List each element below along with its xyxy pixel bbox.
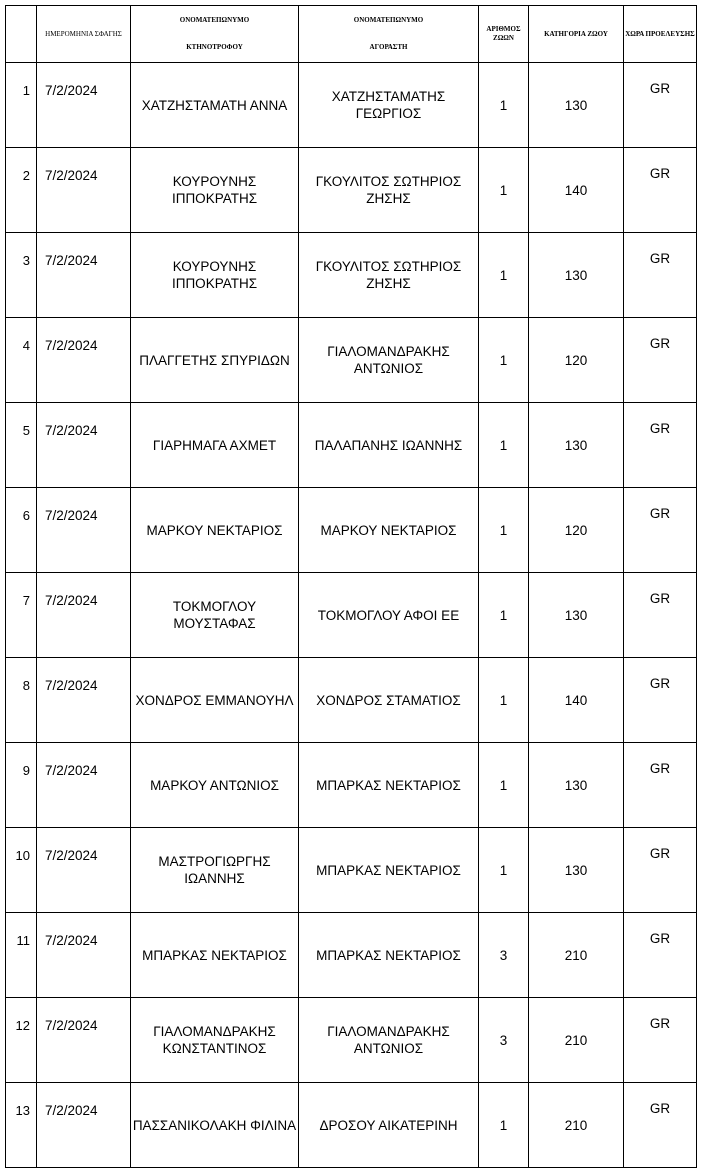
cell-date: 7/2/2024 [37,233,131,318]
cell-count: 1 [479,573,529,658]
cell-category: 140 [529,148,624,233]
header-count: ΑΡΙΘΜΟΣ ΖΩΩΝ [479,6,529,63]
cell-buyer: ΓΚΟΥΛΙΤΟΣ ΣΩΤΗΡΙΟΣ ΖΗΣΗΣ [299,148,479,233]
cell-farmer: ΓΙΑΛΟΜΑΝΔΡΑΚΗΣ ΚΩΝΣΤΑΝΤΙΝΟΣ [131,998,299,1083]
cell-date: 7/2/2024 [37,998,131,1083]
cell-farmer: ΓΙΑΡΗΜΑΓΑ ΑΧΜΕΤ [131,403,299,488]
cell-country: GR [624,318,697,403]
cell-date: 7/2/2024 [37,403,131,488]
table-row [6,1083,697,1168]
cell-country: GR [624,913,697,998]
cell-no: 7 [6,573,37,658]
cell-category: 210 [529,1083,624,1168]
cell-count: 3 [479,913,529,998]
cell-no: 13 [6,1083,37,1168]
cell-no: 1 [6,63,37,148]
cell-buyer: ΧΟΝΔΡΟΣ ΣΤΑΜΑΤΙΟΣ [299,658,479,743]
cell-category: 210 [529,913,624,998]
cell-count: 1 [479,403,529,488]
header-row [6,6,697,63]
cell-date: 7/2/2024 [37,743,131,828]
table-row [6,233,697,318]
cell-no: 2 [6,148,37,233]
cell-farmer: ΜΠΑΡΚΑΣ ΝΕΚΤΑΡΙΟΣ [131,913,299,998]
cell-farmer: ΤΟΚΜΟΓΛΟΥ ΜΟΥΣΤΑΦΑΣ [131,573,299,658]
cell-category: 130 [529,233,624,318]
cell-country: GR [624,573,697,658]
cell-country: GR [624,743,697,828]
cell-no: 12 [6,998,37,1083]
header-farmer [131,6,299,63]
cell-date: 7/2/2024 [37,573,131,658]
cell-country: GR [624,148,697,233]
cell-no: 3 [6,233,37,318]
cell-buyer: ΔΡΟΣΟΥ ΑΙΚΑΤΕΡΙΝΗ [299,1083,479,1168]
header-no [6,6,37,63]
cell-farmer: ΜΑΣΤΡΟΓΙΩΡΓΗΣ ΙΩΑΝΝΗΣ [131,828,299,913]
table-row [6,63,697,148]
cell-country: GR [624,488,697,573]
cell-no: 9 [6,743,37,828]
cell-buyer: ΧΑΤΖΗΣΤΑΜΑΤΗΣ ΓΕΩΡΓΙΟΣ [299,63,479,148]
cell-category: 130 [529,573,624,658]
cell-no: 8 [6,658,37,743]
table-row [6,403,697,488]
cell-date: 7/2/2024 [37,1083,131,1168]
cell-count: 1 [479,1083,529,1168]
cell-count: 1 [479,743,529,828]
cell-no: 11 [6,913,37,998]
cell-farmer: ΜΑΡΚΟΥ ΝΕΚΤΑΡΙΟΣ [131,488,299,573]
cell-count: 1 [479,488,529,573]
cell-farmer: ΧΑΤΖΗΣΤΑΜΑΤΗ ΑΝΝΑ [131,63,299,148]
cell-category: 130 [529,63,624,148]
cell-buyer: ΠΑΛΑΠΑΝΗΣ ΙΩΑΝΝΗΣ [299,403,479,488]
cell-date: 7/2/2024 [37,318,131,403]
table-row [6,998,697,1083]
cell-buyer: ΜΠΑΡΚΑΣ ΝΕΚΤΑΡΙΟΣ [299,913,479,998]
cell-count: 1 [479,148,529,233]
cell-count: 1 [479,658,529,743]
table-row [6,573,697,658]
header-buyer-top: ΟΝΟΜΑΤΕΠΩΝΥΜΟ [353,16,424,24]
cell-buyer: ΓΙΑΛΟΜΑΝΔΡΑΚΗΣ ΑΝΤΩΝΙΟΣ [299,318,479,403]
cell-country: GR [624,828,697,913]
cell-country: GR [624,233,697,318]
cell-date: 7/2/2024 [37,828,131,913]
slaughter-records-table [5,5,697,1168]
table-row [6,658,697,743]
header-farmer-bottom: ΚΤΗΝΟΤΡΟΦΟΥ [186,43,243,51]
cell-category: 130 [529,743,624,828]
cell-country: GR [624,63,697,148]
cell-category: 130 [529,403,624,488]
cell-country: GR [624,1083,697,1168]
cell-count: 1 [479,63,529,148]
cell-count: 3 [479,998,529,1083]
cell-date: 7/2/2024 [37,488,131,573]
cell-farmer: ΠΛΑΓΓΕΤΗΣ ΣΠΥΡΙΔΩΝ [131,318,299,403]
table-row [6,148,697,233]
cell-date: 7/2/2024 [37,658,131,743]
header-country: ΧΩΡΑ ΠΡΟΕΛΕΥΣΗΣ [624,6,697,63]
table-row [6,828,697,913]
cell-buyer: ΜΑΡΚΟΥ ΝΕΚΤΑΡΙΟΣ [299,488,479,573]
cell-buyer: ΓΙΑΛΟΜΑΝΔΡΑΚΗΣ ΑΝΤΩΝΙΟΣ [299,998,479,1083]
header-date: ΗΜΕΡΟΜΗΝΙΑ ΣΦΑΓΗΣ [37,6,131,63]
cell-category: 120 [529,318,624,403]
cell-farmer: ΚΟΥΡΟΥΝΗΣ ΙΠΠΟΚΡΑΤΗΣ [131,233,299,318]
cell-farmer: ΠΑΣΣΑΝΙΚΟΛΑΚΗ ΦΙΛΙΝΑ [131,1083,299,1168]
cell-farmer: ΚΟΥΡΟΥΝΗΣ ΙΠΠΟΚΡΑΤΗΣ [131,148,299,233]
cell-date: 7/2/2024 [37,63,131,148]
cell-no: 4 [6,318,37,403]
header-farmer-top: ΟΝΟΜΑΤΕΠΩΝΥΜΟ [179,16,250,24]
cell-category: 210 [529,998,624,1083]
cell-no: 6 [6,488,37,573]
cell-country: GR [624,998,697,1083]
header-buyer-bottom: ΑΓΟΡΑΣΤΗ [369,43,408,51]
cell-date: 7/2/2024 [37,148,131,233]
cell-count: 1 [479,828,529,913]
cell-farmer: ΜΑΡΚΟΥ ΑΝΤΩΝΙΟΣ [131,743,299,828]
cell-date: 7/2/2024 [37,913,131,998]
cell-buyer: ΤΟΚΜΟΓΛΟΥ ΑΦΟΙ ΕΕ [299,573,479,658]
cell-count: 1 [479,233,529,318]
cell-buyer: ΓΚΟΥΛΙΤΟΣ ΣΩΤΗΡΙΟΣ ΖΗΣΗΣ [299,233,479,318]
cell-farmer: ΧΟΝΔΡΟΣ ΕΜΜΑΝΟΥΗΛ [131,658,299,743]
header-category: ΚΑΤΗΓΟΡΙΑ ΖΩΟΥ [529,6,624,63]
header-buyer [299,6,479,63]
table-row [6,913,697,998]
table-row [6,743,697,828]
cell-category: 140 [529,658,624,743]
cell-no: 5 [6,403,37,488]
table-row [6,318,697,403]
table-row [6,488,697,573]
cell-buyer: ΜΠΑΡΚΑΣ ΝΕΚΤΑΡΙΟΣ [299,828,479,913]
cell-country: GR [624,403,697,488]
cell-count: 1 [479,318,529,403]
cell-buyer: ΜΠΑΡΚΑΣ ΝΕΚΤΑΡΙΟΣ [299,743,479,828]
cell-category: 130 [529,828,624,913]
cell-no: 10 [6,828,37,913]
cell-country: GR [624,658,697,743]
cell-category: 120 [529,488,624,573]
